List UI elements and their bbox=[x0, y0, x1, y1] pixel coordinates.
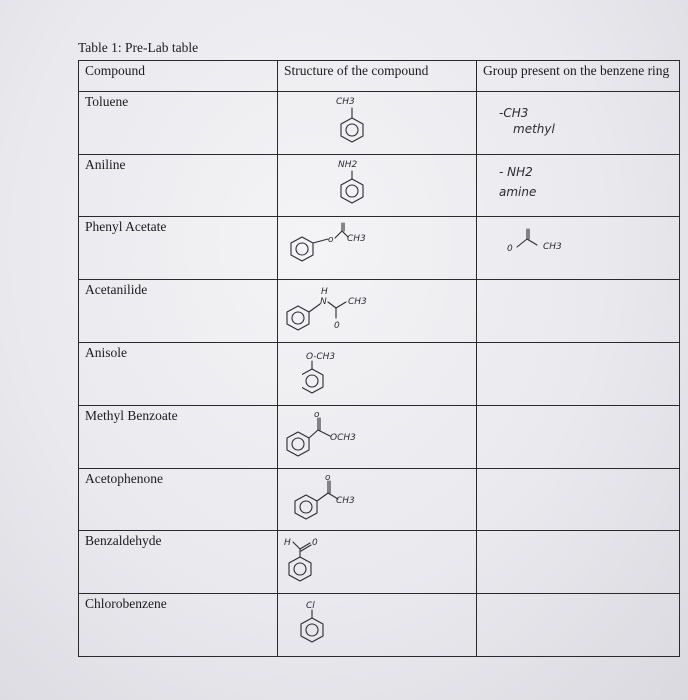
group-cell bbox=[477, 280, 680, 343]
compound-cell bbox=[79, 468, 278, 531]
compound-cell bbox=[79, 531, 278, 594]
svg-text:0: 0 bbox=[334, 321, 340, 332]
structure-label: OCH3 bbox=[330, 432, 356, 443]
table-row bbox=[79, 280, 680, 343]
aniline-structure bbox=[336, 157, 396, 215]
structure-label: CH3 bbox=[347, 234, 366, 245]
structure-label: CH3 bbox=[348, 297, 367, 308]
structure-cell bbox=[278, 594, 477, 657]
structure-cell bbox=[278, 217, 477, 280]
svg-text:o: o bbox=[314, 409, 320, 420]
table-row bbox=[79, 594, 680, 657]
compound-name: Acetophenone bbox=[85, 470, 163, 486]
compound-cell bbox=[79, 91, 278, 154]
compound-name: Methyl Benzoate bbox=[85, 407, 178, 423]
compound-cell bbox=[79, 343, 278, 406]
compound-name: Phenyl Acetate bbox=[85, 219, 167, 235]
table-row bbox=[79, 531, 680, 594]
svg-text:o: o bbox=[328, 235, 334, 246]
table-header-row bbox=[79, 61, 680, 92]
table-row bbox=[79, 343, 680, 406]
phenyl-acetate-structure bbox=[290, 221, 380, 271]
structure-cell bbox=[278, 405, 477, 468]
compound-cell bbox=[79, 154, 278, 217]
table-row bbox=[79, 91, 680, 154]
structure-label: NH2 bbox=[338, 159, 358, 170]
group-label: CH3 bbox=[543, 242, 562, 253]
chlorobenzene-structure bbox=[296, 596, 356, 654]
methyl-benzoate-structure bbox=[286, 408, 386, 464]
compound-name: Toluene bbox=[85, 93, 129, 109]
header-compound: Compound bbox=[79, 61, 278, 92]
compound-name: Chlorobenzene bbox=[85, 596, 167, 612]
structure-cell bbox=[278, 468, 477, 531]
compound-cell bbox=[79, 405, 278, 468]
svg-text:0: 0 bbox=[507, 244, 513, 255]
structure-cell bbox=[278, 343, 477, 406]
structure-cell bbox=[278, 91, 477, 154]
svg-text:H: H bbox=[321, 287, 328, 298]
compound-cell bbox=[79, 280, 278, 343]
toluene-structure bbox=[336, 94, 396, 152]
benzaldehyde-structure bbox=[284, 533, 354, 591]
table-row bbox=[79, 217, 680, 280]
acetophenone-structure bbox=[294, 471, 394, 527]
group-cell bbox=[477, 594, 680, 657]
table-caption: Table 1: Pre-Lab table bbox=[78, 40, 199, 55]
group-cell bbox=[477, 468, 680, 531]
group-cell bbox=[477, 405, 680, 468]
table-row bbox=[79, 468, 680, 531]
header-structure: Structure of the compound bbox=[278, 61, 477, 92]
compound-name: Anisole bbox=[85, 345, 127, 360]
compound-name: Aniline bbox=[85, 156, 126, 172]
header-group: Group present on the benzene ring bbox=[477, 61, 680, 92]
group-cell bbox=[477, 91, 680, 154]
group-formula: -CH3 bbox=[499, 105, 529, 120]
compound-cell bbox=[79, 594, 278, 657]
table-row bbox=[79, 154, 680, 217]
group-cell bbox=[477, 343, 680, 406]
structure-label: H bbox=[284, 538, 291, 549]
svg-text:N: N bbox=[320, 297, 327, 308]
table-row bbox=[79, 405, 680, 468]
acetate-group-drawing bbox=[507, 225, 597, 265]
group-cell bbox=[477, 531, 680, 594]
group-name: methyl bbox=[513, 121, 555, 136]
group-name: amine bbox=[499, 184, 537, 199]
group-cell bbox=[477, 154, 680, 217]
structure-cell bbox=[278, 154, 477, 217]
compound-name: Benzaldehyde bbox=[85, 533, 162, 549]
structure-label: Cl bbox=[306, 601, 315, 612]
structure-label: CH3 bbox=[336, 495, 355, 506]
anisole-structure bbox=[302, 345, 372, 401]
structure-label: O-CH3 bbox=[306, 352, 336, 362]
compound-cell bbox=[79, 217, 278, 280]
svg-text:o: o bbox=[325, 472, 331, 483]
group-formula: - NH2 bbox=[499, 164, 533, 179]
svg-text:0: 0 bbox=[312, 538, 318, 549]
structure-cell bbox=[278, 280, 477, 343]
structure-label: CH3 bbox=[336, 96, 355, 107]
group-cell bbox=[477, 217, 680, 280]
compound-name: Acetanilide bbox=[85, 282, 148, 298]
prelab-table bbox=[78, 60, 680, 657]
acetanilide-structure bbox=[286, 282, 386, 338]
structure-cell bbox=[278, 531, 477, 594]
